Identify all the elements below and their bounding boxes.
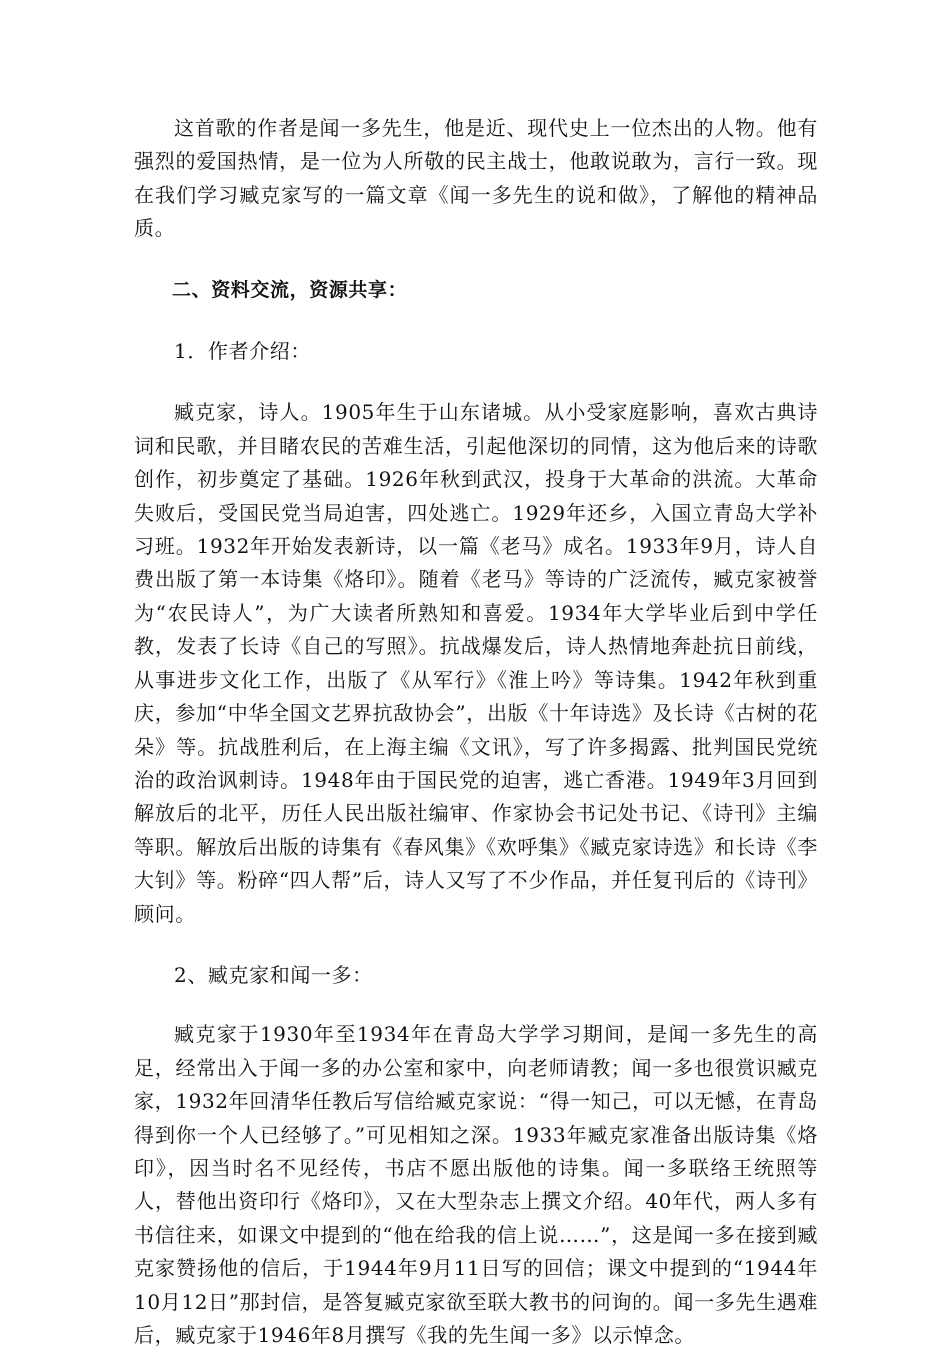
subsection-title-relation: 2、臧克家和闻一多：: [174, 962, 373, 987]
section-heading: 二、资料交流，资源共享：: [172, 278, 408, 301]
intro-paragraph: 这首歌的作者是闻一多先生，他是近、现代史上一位杰出的人物。他有强烈的爱国热情，是一位为人所敬的民主战士，他敢说敢为，言行一致。现在我们学习臧克家写的一篇文章《闻一多先生的说和做》，了解他的精神品质。: [134, 116, 818, 241]
document-body: [134, 112, 818, 1352]
spacer: [134, 307, 818, 335]
spacer: [134, 931, 818, 959]
spacer: [134, 992, 818, 1018]
author-paragraph: 臧克家，诗人。1905年生于山东诸城。从小受家庭影响，喜欢古典诗词和民歌，并目睹农民的苦难生活，引起他深切的同情，这为他后来的诗歌创作，初步奠定了基础。1926年秋到武汉，投身于大革命的洪流。大革命失败后，受国民党当局迫害，四处逃亡。1929年还乡，入国立青岛大学补习班。1932年开始发表新诗，以一篇《老马》成名。1933年9月，诗人自费出版了第一本诗集《烙印》。随着《老马》等诗的广泛流传，臧克家被誉为“农民诗人”，为广大读者所熟知和喜爱。1934年大学毕业后到中学任教，发表了长诗《自己的写照》。抗战爆发后，诗人热情地奔赴抗日前线，从事进步文化工作，出版了《从军行》《淮上吟》等诗集。1942年秋到重庆，参加“中华全国文艺界抗敌协会”，出版《十年诗选》及长诗《古树的花朵》等。抗战胜利后，在上海主编《文讯》，写了许多揭露、批判国民党统治的政治讽刺诗。1948年由于国民党的迫害，逃亡香港。1949年3月回到解放后的北平，历任人民出版社编审、作家协会书记处书记、《诗刊》主编等职。解放后出版的诗集有《春风集》《欢呼集》《臧克家诗选》和长诗《李大钊》等。粉碎“四人帮”后，诗人又写了不少作品，并任复刊后的《诗刊》顾问。: [134, 400, 818, 926]
spacer: [134, 368, 818, 396]
spacer: [134, 246, 818, 274]
relation-paragraph: 臧克家于1930年至1934年在青岛大学学习期间，是闻一多先生的高足，经常出入于闻一多的办公室和家中，向老师请教；闻一多也很赏识臧克家，1932年回清华任教后写信给臧克家说：“得一知己，可以无憾，在青岛得到你一个人已经够了。”可见相知之深。1933年臧克家准备出版诗集《烙印》，因当时名不见经传，书店不愿出版他的诗集。闻一多联络王统照等人，替他出资印行《烙印》，又在大型杂志上撰文介绍。40年代，两人多有书信往来，如课文中提到的“他在给我的信上说……”，这是闻一多在接到臧克家赞扬他的信后，于1944年9月11日写的回信；课文中提到的“1944年10月12日”那封信，是答复臧克家欲至联大教书的问询的。闻一多先生遇难后，臧克家于1946年8月撰写《我的先生闻一多》以示悼念。: [134, 1022, 818, 1347]
subsection-title-author: 1．作者介绍：: [174, 339, 311, 364]
